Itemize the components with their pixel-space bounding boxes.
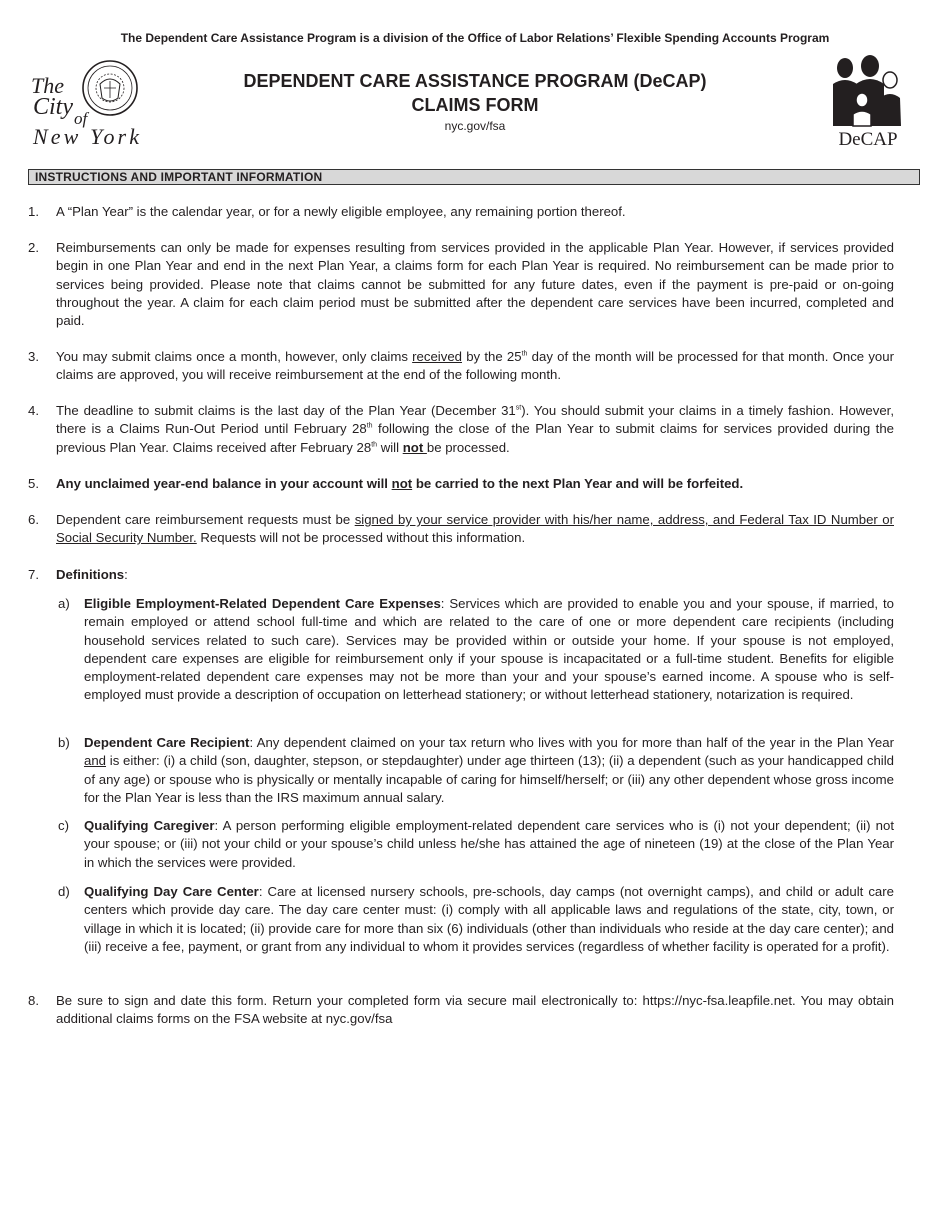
logo-text-city: City	[33, 94, 73, 120]
definition-letter: a)	[58, 596, 70, 611]
title-line-2: CLAIMS FORM	[411, 95, 539, 115]
instructions-section-header: INSTRUCTIONS AND IMPORTANT INFORMATION	[28, 169, 920, 185]
item-7	[28, 566, 894, 584]
item-2	[28, 239, 894, 330]
definition-term: Qualifying Caregiver	[84, 818, 215, 833]
definition-text: Eligible Employment-Related Dependent Care Expenses: Services which are provided to enable you and your spouse, if married, to remain employed or attend school full-time and which are related to the care of one or more dependent care recipients (including household services related to such care). Services may be provided within or outside your home. If your spouse is not employed, dependent care expenses are eligible for reimbursement only if your spouse is incapacitated or a full-time student. Benefits for eligible employment-related dependent care expenses may not be more than your and your spouse’s earned income. A spouse who is self-employed must provide a description of occupation on letterhead stationery; or without letterhead stationery, notarization is required.	[84, 596, 895, 703]
definition-term: Eligible Employment-Related Dependent Care Expenses	[84, 596, 441, 611]
definition-letter: b)	[58, 735, 70, 750]
header-url: nyc.gov/fsa	[444, 119, 506, 133]
item-5	[28, 475, 894, 493]
underlined-provider-requirement: signed by your service provider with his/her name, address, and Federal Tax ID Number or Social Security Number.	[56, 512, 894, 546]
logo-text-of: of	[74, 109, 88, 128]
division-note: The Dependent Care Assistance Program is a division of the Office of Labor Relations’ Flexible Spending Accounts Program	[120, 31, 830, 45]
definition-text: Qualifying Caregiver: A person performing eligible employment-related dependent care services who is (i) not your dependent; (ii) not your spouse; or (iii) not your child or your spouse’s child unless he/she has attained the age of nineteen (19) at the close of the Plan Year in which the services were provided.	[84, 818, 894, 870]
item-text: Definitions:	[56, 567, 128, 582]
definition-c	[58, 817, 894, 872]
definition-a	[58, 595, 894, 705]
definition-term: Dependent Care Recipient	[84, 735, 250, 750]
item-number: 6.	[28, 512, 39, 527]
item-number: 3.	[28, 349, 39, 364]
item-6	[28, 511, 894, 548]
item-1	[28, 203, 894, 221]
item-4	[28, 402, 894, 457]
item-number: 4.	[28, 403, 39, 418]
emphasis-not: not	[402, 439, 427, 455]
item-text: The deadline to submit claims is the last day of the Plan Year (December 31st). You should submit your claims in a timely fashion. However, there is a Claims Run-Out Period until February 28th following the close of the Plan Year to submit claims for services provided during the previous Plan Year. Claims received after February 28th will not be processed.	[56, 403, 894, 455]
item-text: You may submit claims once a month, however, only claims received by the 25th day of the month will be processed for that month. Once your claims are approved, you will receive reimbursement at the end of the following month.	[56, 349, 894, 383]
logo-text-the: The	[31, 73, 64, 98]
decap-logo-text: DeCAP	[838, 129, 898, 150]
item-number: 8.	[28, 993, 39, 1008]
item-8	[28, 992, 894, 1029]
definition-letter: d)	[58, 884, 70, 899]
item-text: A “Plan Year” is the calendar year, or for a newly eligible employee, any remaining portion thereof.	[56, 204, 626, 219]
city-of-new-york-logo	[30, 54, 142, 150]
definition-letter: c)	[58, 818, 69, 833]
underlined-and: and	[84, 753, 107, 769]
definition-text: Qualifying Day Care Center: Care at licensed nursery schools, pre-schools, day camps (not overnight camps), and child or adult care centers which provide day care. The day care center must: (i) comply with all applicable laws and regulations of the state, city, town, or village in which it is located; (ii) provide care for more than six (6) individuals (other than individuals who reside at the day care center); and (iii) receive a fee, payment, or grant from any individual to whom it provides services (regardless of whether facility is operated for a profit).	[84, 884, 894, 954]
item-number: 2.	[28, 240, 39, 255]
title-line-1: DEPENDENT CARE ASSISTANCE PROGRAM (DeCAP)	[243, 71, 707, 91]
item-3	[28, 348, 894, 385]
family-figures-icon	[833, 55, 901, 126]
item-text: Any unclaimed year-end balance in your account will not be carried to the next Plan Year and will be forfeited.	[56, 476, 744, 491]
item-text: Be sure to sign and date this form. Return your completed form via secure mail electronically to: https://nyc-fsa.leapfile.net. You may obtain additional claims forms on the FSA website at nyc.gov/fsa	[56, 993, 894, 1027]
definition-b	[58, 734, 894, 807]
decap-logo	[828, 54, 908, 150]
logo-text-new-york: New York	[33, 124, 139, 149]
underlined-received: received	[412, 349, 462, 364]
definition-d	[58, 883, 894, 956]
definition-text: Dependent Care Recipient: Any dependent claimed on your tax return who lives with you for more than half of the year in the Plan Year and is either: (i) a child (son, daughter, stepson, or stepdaughter) under age thirteen (13); (ii) a dependent (such as your handicapped child of any age) or spouse who is physically or mentally incapable of caring for himself/herself; or (iii) any other dependent whose gross income for the Plan Year is less than the IRS maximum annual salary.	[84, 735, 894, 805]
form-title	[150, 69, 800, 117]
item-number: 7.	[28, 567, 39, 582]
item-number: 1.	[28, 204, 39, 219]
definitions-heading: Definitions	[56, 567, 125, 582]
definition-term: Qualifying Day Care Center	[84, 884, 259, 899]
underlined-not: not	[391, 476, 413, 491]
item-text: Reimbursements can only be made for expenses resulting from services provided in the applicable Plan Year. However, if services provided begin in one Plan Year and end in the next Plan Year, a claims form for each Plan Year is required. No reimbursement can be made prior to services being provided. Please note that claims cannot be submitted for any future dates, even if the payment is pre-paid or on-going throughout the year. A claim for each claim period must be submitted after the dependent care services have been incurred, completed and paid.	[56, 240, 894, 329]
item-text: Dependent care reimbursement requests must be signed by your service provider with his/her name, address, and Federal Tax ID Number or Social Security Number. Requests will not be processed without this information.	[56, 512, 894, 546]
item-number: 5.	[28, 476, 39, 491]
